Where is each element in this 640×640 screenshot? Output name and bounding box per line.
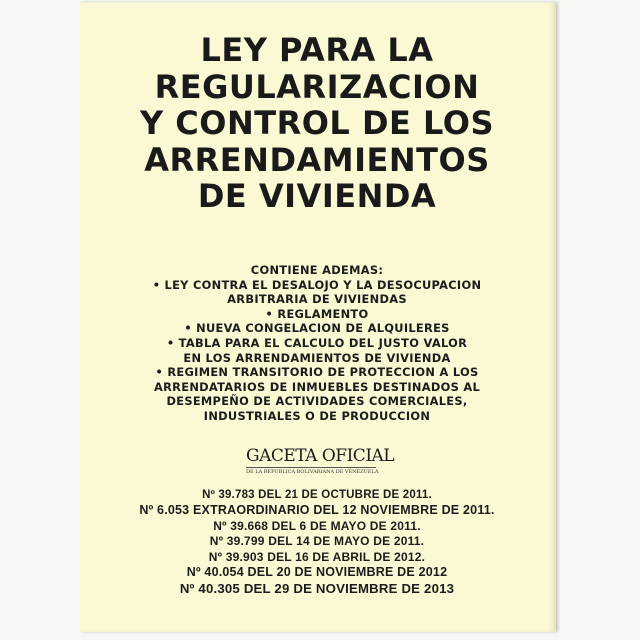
- contents-line: EN LOS ARRENDAMIENTOS DE VIVIENDA: [183, 350, 451, 365]
- contents-heading: CONTIENE ADEMAS:: [250, 263, 384, 277]
- title-line: ARRENDAMIENTOS: [144, 140, 490, 179]
- title-line: LEY PARA LA: [200, 31, 434, 69]
- gaceta-entry: Nº 39.799 DEL 14 DE MAYO DE 2011.: [209, 534, 425, 549]
- gaceta-entry: Nº 6.053 EXTRAORDINARIO DEL 12 NOVIEMBRE DE 2011.: [139, 503, 495, 518]
- gaceta-entry: Nº 39.783 DEL 21 DE OCTUBRE DE 2011.: [202, 489, 432, 501]
- cover-title: [80, 32, 554, 215]
- contents-line: • LEY CONTRA EL DESALOJO Y LA DESOCUPACION: [152, 277, 482, 292]
- gaceta-entry: Nº 40.305 DEL 29 DE NOVIEMBRE DE 2013: [179, 581, 455, 597]
- contents-line: • REGIMEN TRANSITORIO DE PROTECCION A LOS: [155, 365, 479, 380]
- gaceta-entry: Nº 40.054 DEL 20 DE NOVIEMBRE DE 2012: [186, 565, 448, 580]
- gaceta-entry: Nº 39.903 DEL 16 DE ABRIL DE 2012.: [208, 549, 426, 564]
- gaceta-title: GACETA OFICIAL: [246, 446, 395, 466]
- contents-line: • TABLA PARA EL CALCULO DEL JUSTO VALOR: [166, 335, 468, 350]
- gaceta-entry: Nº 39.668 DEL 6 DE MAYO DE 2011.: [213, 518, 421, 533]
- gaceta-entries: [80, 488, 554, 597]
- gaceta-subtitle: DE LA REPUBLICA BOLIVARIANA DE VENEZUELA: [246, 469, 379, 475]
- contents-line: • NUEVA CONGELACION DE ALQUILERES: [184, 321, 450, 336]
- book-cover: [80, 2, 556, 632]
- contents-line: INDUSTRIALES O DE PRODUCCION: [203, 408, 431, 423]
- contents-line: DESEMPEÑO DE ACTIVIDADES COMERCIALES,: [166, 394, 468, 409]
- contents-list: [80, 263, 554, 424]
- title-line: Y CONTROL DE LOS: [139, 104, 495, 142]
- title-line: DE VIVIENDA: [197, 177, 437, 215]
- title-line: REGULARIZACION: [154, 67, 480, 106]
- gaceta-oficial-logo: [246, 446, 395, 476]
- contents-line: ARBITRARIA DE VIVIENDAS: [227, 292, 407, 307]
- contents-line: ARRENDATARIOS DE INMUEBLES DESTINADOS AL: [153, 379, 481, 394]
- contents-line: • REGLAMENTO: [265, 306, 369, 321]
